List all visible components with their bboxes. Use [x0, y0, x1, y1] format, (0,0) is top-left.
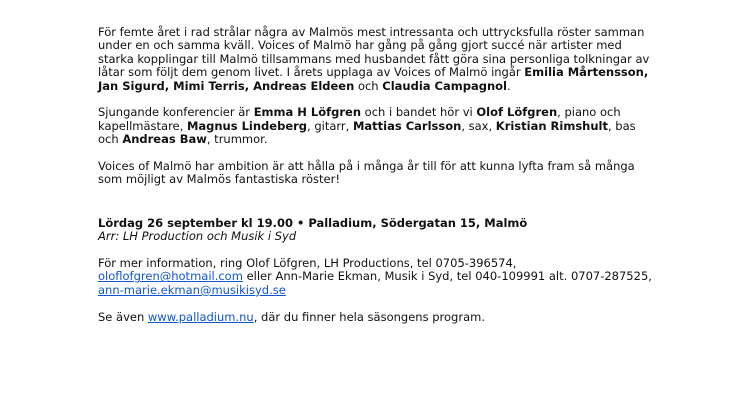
- role-5: , trummor.: [206, 132, 268, 147]
- musician-1: Olof Löfgren: [476, 105, 558, 120]
- and-text: och: [354, 78, 383, 93]
- spacer: [98, 147, 658, 160]
- contact-text-2: eller Ann-Marie Ekman, Musik i Syd, tel 040-109991 alt. 0707-287525,: [242, 269, 652, 284]
- band-paragraph: [98, 106, 658, 146]
- see-also-paragraph: [98, 311, 658, 324]
- musician-4: Kristian Rimshult: [495, 118, 608, 133]
- role-3: , sax,: [461, 118, 496, 133]
- musician-3: Mattias Carlsson: [352, 118, 462, 133]
- intro-end: .: [506, 78, 511, 93]
- see-also-text-2: , där du finner hela säsongens program.: [253, 309, 485, 324]
- intro-paragraph: [98, 26, 658, 93]
- intro-text: För femte året i rad strålar några av Malmös mest intressanta och uttrycksfulla röster samman under en och samma kväll. Voices of Malmö har gång på gång gjort succé när artister med starka kopplingar till Malmö tillsammans med husbandet fått göra sina personliga tolkningar av låtar som följt dem genom livet. I årets upplaga av Voices of Malmö ingår: [98, 25, 650, 80]
- event-info: [98, 217, 658, 230]
- role-2: , gitarr,: [307, 118, 353, 133]
- event-date-venue: Lördag 26 september kl 19.00 • Palladium, Södergatan 15, Malmö: [98, 215, 528, 230]
- press-release-body: [98, 26, 658, 324]
- contact-text-1: För mer information, ring Olof Löfgren, LH Productions, tel 0705-396574,: [98, 256, 517, 271]
- role-1: , piano och kapellmästare,: [98, 105, 621, 133]
- spacer: [98, 93, 658, 106]
- last-artist: Claudia Campagnol: [382, 78, 507, 93]
- event-organizer: [98, 230, 658, 243]
- band-text-1: Sjungande konferencier är: [98, 105, 254, 120]
- spacer: [98, 244, 658, 257]
- palladium-link[interactable]: www.palladium.nu: [147, 309, 254, 324]
- role-4: , bas och: [98, 118, 636, 147]
- spacer: [98, 297, 658, 310]
- organizer-text: Arr: LH Production och Musik i Syd: [98, 229, 297, 244]
- contact-paragraph: [98, 257, 658, 297]
- see-also-text-1: Se även: [98, 309, 148, 324]
- band-text-2: och i bandet hör vi: [361, 105, 477, 120]
- host-name: Emma H Löfgren: [253, 105, 362, 120]
- email-link-ann-marie[interactable]: ann-marie.ekman@musikisyd.se: [98, 282, 286, 297]
- musician-5: Andreas Baw: [122, 132, 207, 147]
- spacer: [98, 187, 658, 217]
- ambition-paragraph: Voices of Malmö har ambition är att hålla på i många år till för att kunna lyfta fram så många som möjligt av Malmös fantastiska röster!: [98, 159, 635, 187]
- email-link-olof[interactable]: oloflofgren@hotmail.com: [98, 269, 243, 284]
- artists-list: Emilia Mårtensson, Jan Sigurd, Mimi Terris, Andreas Eldeen: [98, 65, 649, 93]
- musician-2: Magnus Lindeberg: [186, 118, 308, 133]
